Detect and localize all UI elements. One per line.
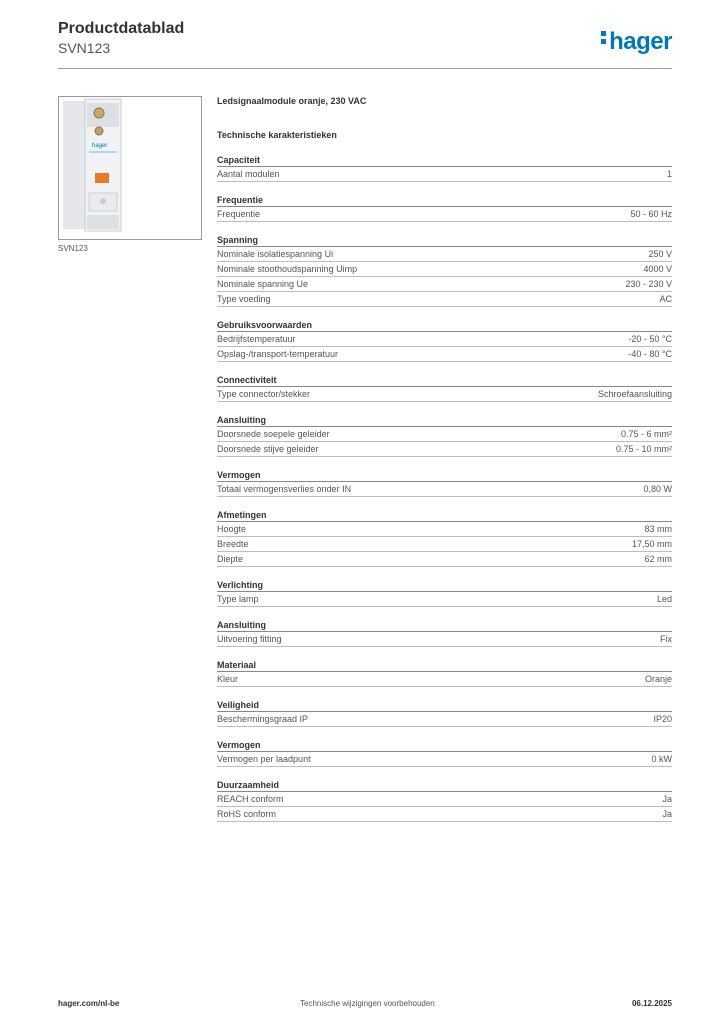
section-title: Aansluiting [217,414,672,427]
product-code: SVN123 [58,40,111,56]
product-name: Ledsignaalmodule oranje, 230 VAC [217,96,367,106]
spec-label: Hoogte [217,524,247,534]
orange-indicator-icon [95,173,109,183]
device-brand-label: hager [92,143,108,149]
spec-value: 230 - 230 V [625,279,672,289]
spec-section [217,414,672,457]
footer-disclaimer: Technische wijzigingen voorbehouden [300,999,435,1008]
spec-label: Breedte [217,539,249,549]
spec-row [217,262,672,277]
spec-section [217,194,672,222]
page-title: Productdatablad [58,20,185,37]
spec-row [217,427,672,442]
spec-value: Ja [662,809,672,819]
spec-value: 250 V [648,249,672,259]
spec-label: Bedrijfstemperatuur [217,334,296,344]
spec-value: 50 - 60 Hz [630,209,672,219]
spec-label: Uitvoering fitting [217,634,282,644]
section-title: Aansluiting [217,619,672,632]
spec-row [217,592,672,607]
spec-section [217,659,672,687]
spec-row [217,792,672,807]
spec-label: Type connector/stekker [217,389,311,399]
header-divider [58,68,672,69]
spec-row [217,332,672,347]
spec-value: IP20 [653,714,672,724]
tech-heading: Technische karakteristieken [217,130,337,140]
section-title: Materiaal [217,659,672,672]
spec-value: 62 mm [644,554,672,564]
spec-content [217,96,672,822]
spec-label: Frequentie [217,209,261,219]
spec-value: 0.75 - 6 mm² [620,429,672,439]
footer-date: 06.12.2025 [631,999,672,1008]
spec-row [217,207,672,222]
spec-value: 0 kW [651,754,672,764]
spec-value: 4000 V [643,264,672,274]
section-title: Vermogen [217,469,672,482]
section-title: Capaciteit [217,154,672,167]
logo-dots-icon [601,28,607,47]
spec-label: Beschermingsgraad IP [217,714,309,724]
spec-row [217,552,672,567]
section-title: Spanning [217,234,672,247]
spec-row [217,537,672,552]
logo-text: hager [609,28,672,55]
spec-value: 17,50 mm [631,539,672,549]
spec-section [217,699,672,727]
product-image-caption: SVN123 [58,244,88,253]
spec-value: 83 mm [644,524,672,534]
spec-section [217,739,672,767]
spec-section [217,374,672,402]
spec-value: -20 - 50 °C [628,334,672,344]
spec-value: Schroefaansluiting [597,389,672,399]
spec-row [217,712,672,727]
spec-sections [217,154,672,822]
spec-row [217,277,672,292]
section-title: Vermogen [217,739,672,752]
section-title: Veiligheid [217,699,672,712]
spec-label: Nominale stoothoudspanning Uimp [217,264,358,274]
footer-website: hager.com/nl-be [58,999,120,1008]
spec-section [217,319,672,362]
spec-row [217,442,672,457]
spec-value: -40 - 80 °C [628,349,672,359]
spec-section [217,619,672,647]
spec-value: Ja [662,794,672,804]
spec-label: Kleur [217,674,239,684]
section-title: Afmetingen [217,509,672,522]
spec-label: Opslag-/transport-temperatuur [217,349,339,359]
section-title: Verlichting [217,579,672,592]
spec-label: Nominale spanning Ue [217,279,309,289]
spec-section [217,779,672,822]
spec-row [217,672,672,687]
spec-value: AC [659,294,672,304]
spec-value: 0.75 - 10 mm² [615,444,672,454]
spec-row [217,347,672,362]
spec-label: RoHS conform [217,809,277,819]
spec-value: Oranje [644,674,672,684]
spec-value: 0,80 W [643,484,672,494]
spec-label: Totaal vermogensverlies onder IN [217,484,352,494]
section-title: Connectiviteit [217,374,672,387]
spec-label: Nominale isolatiespanning Ui [217,249,334,259]
spec-row [217,387,672,402]
spec-label: Diepte [217,554,244,564]
spec-row [217,292,672,307]
spec-row [217,807,672,822]
spec-value: Led [656,594,672,604]
hager-logo [601,28,672,56]
product-image [59,97,201,239]
spec-label: REACH conform [217,794,284,804]
spec-label: Vermogen per laadpunt [217,754,311,764]
spec-row [217,522,672,537]
spec-row [217,632,672,647]
spec-label: Doorsnede soepele geleider [217,429,330,439]
spec-row [217,482,672,497]
section-title: Duurzaamheid [217,779,672,792]
spec-section [217,509,672,567]
spec-row [217,167,672,182]
spec-section [217,579,672,607]
spec-section [217,234,672,307]
spec-row [217,247,672,262]
spec-label: Type voeding [217,294,271,304]
spec-value: Fix [660,634,672,644]
spec-section [217,469,672,497]
section-title: Gebruiksvoorwaarden [217,319,672,332]
section-title: Frequentie [217,194,672,207]
spec-label: Doorsnede stijve geleider [217,444,319,454]
product-image-frame [58,96,202,240]
spec-section [217,154,672,182]
spec-label: Type lamp [217,594,259,604]
spec-row [217,752,672,767]
spec-value: 1 [666,169,672,179]
spec-label: Aantal modulen [217,169,280,179]
